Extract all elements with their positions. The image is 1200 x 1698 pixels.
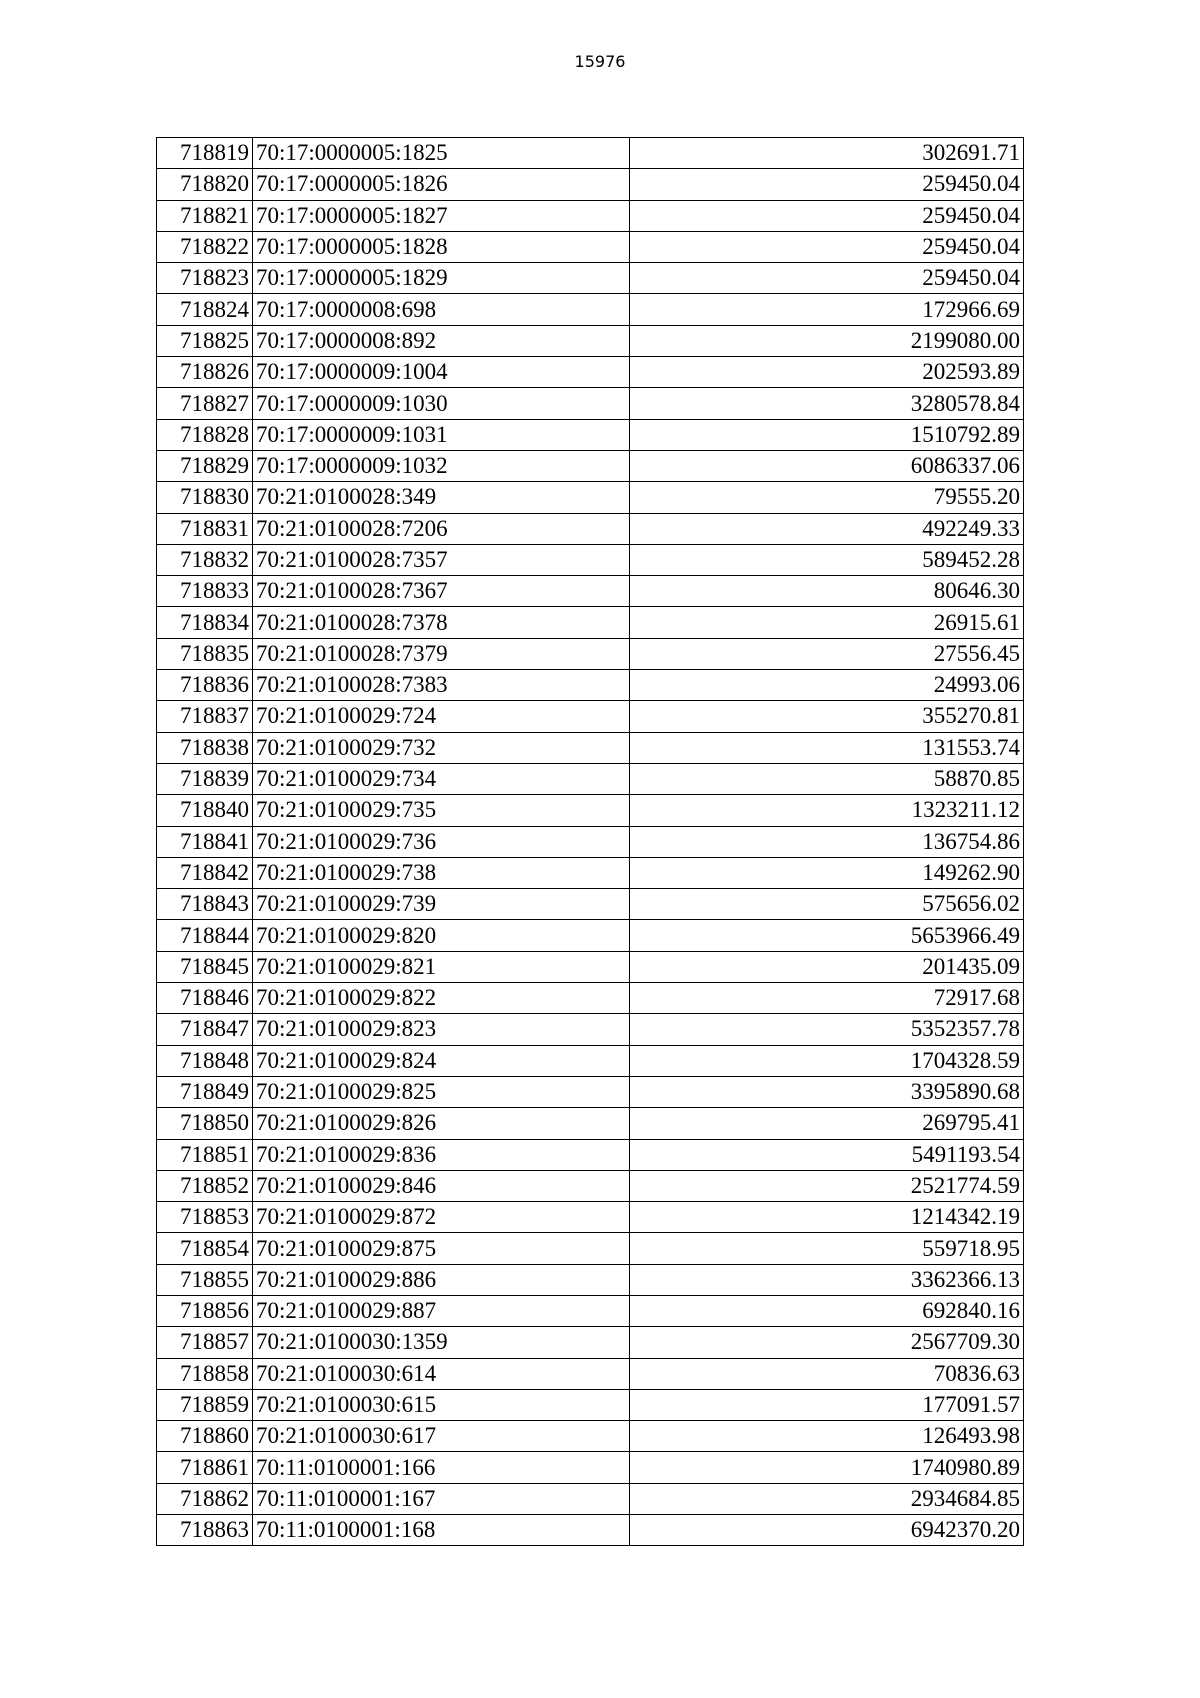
cadastral-value-cell: 2934684.85 [630,1483,1024,1514]
cadastral-value-table [156,137,1024,1546]
cadastral-number-cell: 70:11:0100001:168 [253,1515,630,1546]
table-row [157,169,1024,200]
row-number-cell: 718858 [157,1358,253,1389]
row-number-cell: 718836 [157,670,253,701]
cadastral-value-cell: 26915.61 [630,607,1024,638]
cadastral-number-cell: 70:17:0000009:1030 [253,388,630,419]
cadastral-number-cell: 70:21:0100029:732 [253,732,630,763]
row-number-cell: 718819 [157,138,253,169]
table-row [157,200,1024,231]
row-number-cell: 718838 [157,732,253,763]
table-row [157,1515,1024,1546]
table-row [157,920,1024,951]
cadastral-number-cell: 70:21:0100028:7378 [253,607,630,638]
table-row [157,607,1024,638]
cadastral-value-cell: 302691.71 [630,138,1024,169]
cadastral-value-cell: 259450.04 [630,200,1024,231]
row-number-cell: 718839 [157,763,253,794]
table-row [157,795,1024,826]
cadastral-value-cell: 1704328.59 [630,1045,1024,1076]
table-row [157,263,1024,294]
cadastral-number-cell: 70:21:0100029:887 [253,1295,630,1326]
cadastral-number-cell: 70:21:0100028:7379 [253,638,630,669]
row-number-cell: 718851 [157,1139,253,1170]
row-number-cell: 718852 [157,1170,253,1201]
table-row [157,1483,1024,1514]
cadastral-number-cell: 70:21:0100029:872 [253,1202,630,1233]
cadastral-value-cell: 149262.90 [630,857,1024,888]
table-row [157,325,1024,356]
table-row [157,576,1024,607]
row-number-cell: 718842 [157,857,253,888]
cadastral-number-cell: 70:21:0100029:822 [253,983,630,1014]
table-row [157,1202,1024,1233]
row-number-cell: 718841 [157,826,253,857]
table-row [157,1076,1024,1107]
cadastral-value-cell: 2521774.59 [630,1170,1024,1201]
cadastral-number-cell: 70:17:0000005:1827 [253,200,630,231]
cadastral-number-cell: 70:21:0100029:734 [253,763,630,794]
row-number-cell: 718822 [157,231,253,262]
row-number-cell: 718824 [157,294,253,325]
cadastral-number-cell: 70:17:0000005:1828 [253,231,630,262]
table-row [157,670,1024,701]
cadastral-value-cell: 136754.86 [630,826,1024,857]
cadastral-number-cell: 70:21:0100029:825 [253,1076,630,1107]
cadastral-number-cell: 70:17:0000009:1031 [253,419,630,450]
cadastral-number-cell: 70:21:0100028:7383 [253,670,630,701]
table-row [157,763,1024,794]
cadastral-value-cell: 589452.28 [630,544,1024,575]
cadastral-value-cell: 269795.41 [630,1108,1024,1139]
cadastral-number-cell: 70:21:0100029:836 [253,1139,630,1170]
cadastral-value-cell: 1323211.12 [630,795,1024,826]
cadastral-number-cell: 70:21:0100030:1359 [253,1327,630,1358]
cadastral-value-cell: 5653966.49 [630,920,1024,951]
table-row [157,294,1024,325]
row-number-cell: 718857 [157,1327,253,1358]
cadastral-value-cell: 5352357.78 [630,1014,1024,1045]
cadastral-value-cell: 24993.06 [630,670,1024,701]
table-row [157,732,1024,763]
cadastral-value-cell: 58870.85 [630,763,1024,794]
row-number-cell: 718859 [157,1389,253,1420]
table-row [157,1139,1024,1170]
cadastral-number-cell: 70:21:0100029:875 [253,1233,630,1264]
cadastral-value-cell: 1214342.19 [630,1202,1024,1233]
table-row [157,1389,1024,1420]
row-number-cell: 718843 [157,889,253,920]
cadastral-number-cell: 70:21:0100029:826 [253,1108,630,1139]
row-number-cell: 718834 [157,607,253,638]
row-number-cell: 718861 [157,1452,253,1483]
table-row [157,1452,1024,1483]
cadastral-value-cell: 172966.69 [630,294,1024,325]
row-number-cell: 718862 [157,1483,253,1514]
cadastral-value-cell: 1740980.89 [630,1452,1024,1483]
table-row [157,419,1024,450]
row-number-cell: 718855 [157,1264,253,1295]
cadastral-number-cell: 70:21:0100029:736 [253,826,630,857]
row-number-cell: 718845 [157,951,253,982]
cadastral-number-cell: 70:17:0000008:698 [253,294,630,325]
row-number-cell: 718854 [157,1233,253,1264]
row-number-cell: 718849 [157,1076,253,1107]
cadastral-value-cell: 80646.30 [630,576,1024,607]
cadastral-value-cell: 3362366.13 [630,1264,1024,1295]
table-row [157,638,1024,669]
table-row [157,889,1024,920]
table-row [157,826,1024,857]
cadastral-value-cell: 575656.02 [630,889,1024,920]
table-row [157,1327,1024,1358]
cadastral-value-cell: 79555.20 [630,482,1024,513]
cadastral-value-cell: 559718.95 [630,1233,1024,1264]
table-body [157,138,1024,1546]
cadastral-value-cell: 259450.04 [630,231,1024,262]
row-number-cell: 718860 [157,1421,253,1452]
row-number-cell: 718832 [157,544,253,575]
cadastral-number-cell: 70:21:0100029:735 [253,795,630,826]
row-number-cell: 718830 [157,482,253,513]
row-number-cell: 718853 [157,1202,253,1233]
cadastral-number-cell: 70:21:0100029:739 [253,889,630,920]
cadastral-value-cell: 72917.68 [630,983,1024,1014]
cadastral-number-cell: 70:21:0100029:846 [253,1170,630,1201]
cadastral-number-cell: 70:17:0000009:1032 [253,450,630,481]
cadastral-value-cell: 355270.81 [630,701,1024,732]
cadastral-number-cell: 70:21:0100028:7357 [253,544,630,575]
row-number-cell: 718825 [157,325,253,356]
cadastral-number-cell: 70:11:0100001:166 [253,1452,630,1483]
row-number-cell: 718848 [157,1045,253,1076]
table-row [157,1295,1024,1326]
table-row [157,983,1024,1014]
table-row [157,1358,1024,1389]
cadastral-value-cell: 6942370.20 [630,1515,1024,1546]
cadastral-number-cell: 70:11:0100001:167 [253,1483,630,1514]
cadastral-number-cell: 70:21:0100030:614 [253,1358,630,1389]
cadastral-number-cell: 70:21:0100029:820 [253,920,630,951]
cadastral-value-cell: 131553.74 [630,732,1024,763]
cadastral-value-cell: 3395890.68 [630,1076,1024,1107]
cadastral-value-cell: 259450.04 [630,169,1024,200]
row-number-cell: 718820 [157,169,253,200]
cadastral-number-cell: 70:21:0100028:7206 [253,513,630,544]
table-row [157,544,1024,575]
table-row [157,1170,1024,1201]
row-number-cell: 718831 [157,513,253,544]
cadastral-value-cell: 3280578.84 [630,388,1024,419]
table-row [157,1045,1024,1076]
cadastral-number-cell: 70:17:0000005:1826 [253,169,630,200]
table-row [157,951,1024,982]
table-row [157,450,1024,481]
row-number-cell: 718821 [157,200,253,231]
table-row [157,513,1024,544]
row-number-cell: 718829 [157,450,253,481]
row-number-cell: 718850 [157,1108,253,1139]
cadastral-value-cell: 126493.98 [630,1421,1024,1452]
cadastral-number-cell: 70:21:0100030:617 [253,1421,630,1452]
row-number-cell: 718827 [157,388,253,419]
table-row [157,1264,1024,1295]
cadastral-number-cell: 70:17:0000008:892 [253,325,630,356]
table-row [157,1233,1024,1264]
cadastral-value-cell: 1510792.89 [630,419,1024,450]
row-number-cell: 718844 [157,920,253,951]
table-row [157,357,1024,388]
cadastral-number-cell: 70:21:0100028:7367 [253,576,630,607]
row-number-cell: 718828 [157,419,253,450]
cadastral-value-cell: 492249.33 [630,513,1024,544]
cadastral-value-cell: 5491193.54 [630,1139,1024,1170]
row-number-cell: 718846 [157,983,253,1014]
row-number-cell: 718847 [157,1014,253,1045]
cadastral-value-cell: 259450.04 [630,263,1024,294]
row-number-cell: 718826 [157,357,253,388]
table-row [157,138,1024,169]
row-number-cell: 718823 [157,263,253,294]
cadastral-value-cell: 70836.63 [630,1358,1024,1389]
table-row [157,1108,1024,1139]
table-row [157,231,1024,262]
table-row [157,857,1024,888]
row-number-cell: 718856 [157,1295,253,1326]
table-row [157,1421,1024,1452]
cadastral-value-cell: 202593.89 [630,357,1024,388]
table-row [157,388,1024,419]
table-row [157,701,1024,732]
row-number-cell: 718840 [157,795,253,826]
cadastral-number-cell: 70:21:0100028:349 [253,482,630,513]
cadastral-number-cell: 70:21:0100030:615 [253,1389,630,1420]
row-number-cell: 718835 [157,638,253,669]
table-row [157,1014,1024,1045]
cadastral-number-cell: 70:21:0100029:886 [253,1264,630,1295]
cadastral-number-cell: 70:21:0100029:738 [253,857,630,888]
cadastral-number-cell: 70:17:0000005:1829 [253,263,630,294]
cadastral-value-cell: 2567709.30 [630,1327,1024,1358]
cadastral-value-cell: 201435.09 [630,951,1024,982]
cadastral-number-cell: 70:17:0000005:1825 [253,138,630,169]
cadastral-number-cell: 70:21:0100029:823 [253,1014,630,1045]
cadastral-number-cell: 70:21:0100029:824 [253,1045,630,1076]
cadastral-number-cell: 70:17:0000009:1004 [253,357,630,388]
row-number-cell: 718863 [157,1515,253,1546]
table-row [157,482,1024,513]
row-number-cell: 718833 [157,576,253,607]
cadastral-value-cell: 177091.57 [630,1389,1024,1420]
page-number: 15976 [574,52,626,71]
cadastral-value-cell: 27556.45 [630,638,1024,669]
cadastral-value-cell: 6086337.06 [630,450,1024,481]
cadastral-number-cell: 70:21:0100029:821 [253,951,630,982]
cadastral-number-cell: 70:21:0100029:724 [253,701,630,732]
row-number-cell: 718837 [157,701,253,732]
cadastral-value-cell: 692840.16 [630,1295,1024,1326]
cadastral-value-cell: 2199080.00 [630,325,1024,356]
